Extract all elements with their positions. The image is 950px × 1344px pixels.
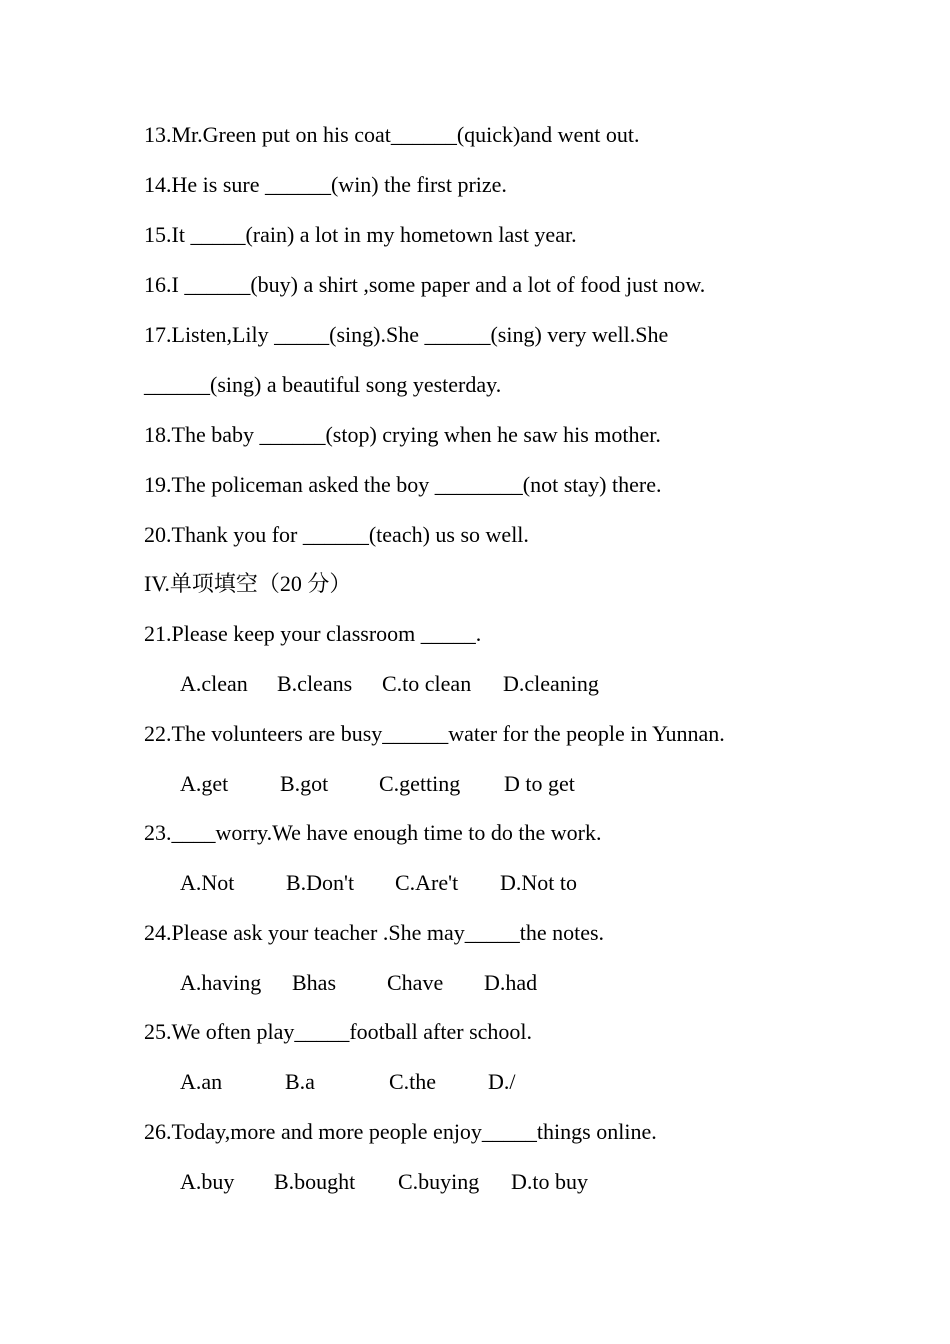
- option-d: D.cleaning: [503, 671, 599, 696]
- question-15: 15.It _____(rain) a lot in my hometown last year.: [144, 222, 577, 247]
- option-d: D.had: [484, 970, 538, 995]
- option-b: B.bought: [274, 1169, 356, 1194]
- option-b: B.got: [280, 771, 329, 796]
- question-22: 22.The volunteers are busy______water for the people in Yunnan.: [144, 721, 725, 746]
- question-21: 21.Please keep your classroom _____.: [144, 621, 482, 646]
- question-25: 25.We often play_____football after school.: [144, 1019, 533, 1044]
- option-d: D to get: [504, 771, 575, 796]
- option-c: C.the: [389, 1069, 437, 1094]
- question-26: 26.Today,more and more people enjoy_____things online.: [144, 1119, 657, 1144]
- option-d: D.to buy: [511, 1169, 588, 1194]
- question-16: 16.I ______(buy) a shirt ,some paper and a lot of food just now.: [144, 272, 706, 297]
- option-a: A.get: [180, 771, 229, 796]
- option-b: B.cleans: [277, 671, 353, 696]
- question-19: 19.The policeman asked the boy ________(not stay) there.: [144, 472, 662, 497]
- option-a: A.buy: [180, 1169, 235, 1194]
- option-c: C.Are't: [395, 870, 459, 895]
- option-b: B.a: [285, 1069, 315, 1094]
- question-20: 20.Thank you for ______(teach) us so well.: [144, 522, 529, 547]
- section-heading: IV.单项填空（20 分）: [144, 571, 352, 596]
- option-b: B.Don't: [286, 870, 355, 895]
- question-23: 23.____worry.We have enough time to do the work.: [144, 820, 602, 845]
- question-24: 24.Please ask your teacher .She may_____the notes.: [144, 920, 605, 945]
- option-b: Bhas: [292, 970, 336, 995]
- option-c: C.to clean: [382, 671, 472, 696]
- option-c: C.buying: [398, 1169, 480, 1194]
- question-17-continued: ______(sing) a beautiful song yesterday.: [144, 372, 502, 397]
- option-c: Chave: [387, 970, 444, 995]
- option-d: D./: [488, 1069, 516, 1094]
- option-a: A.an: [180, 1069, 223, 1094]
- option-a: A.Not: [180, 870, 235, 895]
- question-17: 17.Listen,Lily _____(sing).She ______(sing) very well.She: [144, 322, 669, 347]
- question-14: 14.He is sure ______(win) the first prize.: [144, 172, 507, 197]
- option-c: C.getting: [379, 771, 461, 796]
- option-a: A.having: [180, 970, 262, 995]
- question-18: 18.The baby ______(stop) crying when he saw his mother.: [144, 422, 661, 447]
- option-d: D.Not to: [500, 870, 577, 895]
- question-13: 13.Mr.Green put on his coat______(quick)and went out.: [144, 122, 640, 147]
- option-a: A.clean: [180, 671, 248, 696]
